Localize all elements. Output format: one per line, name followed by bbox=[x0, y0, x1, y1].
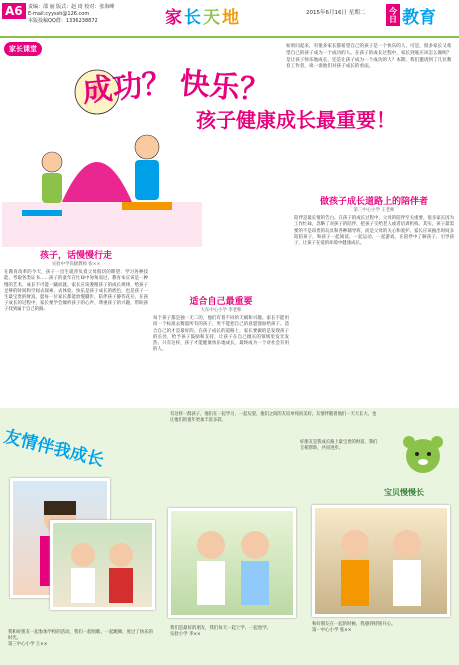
hero-intro: 如果问起来，有很多家长都希望自己的孩子是一个快乐的人，可是，很多家长又希望自己的孩子成为一个成功的人。在孩子的成长过程中，家长到底应该怎么做呢？是让孩子快乐地成长，还是让孩子成为一个成功的人？本期，我们邀请到了几位教育工作者，谈一谈他们对孩子成长的看法。 bbox=[286, 44, 452, 70]
photo-section-intro: 有这样一群孩子，他们在一起学习、一起玩耍，他们之间的友谊单纯而美好。友情伴随着他们一天天长大，也让他们的童年更加丰富多彩。 bbox=[170, 412, 377, 423]
issue-date: 2015年6月16日 星期二 bbox=[306, 10, 366, 16]
article-1-body: 在教育改革的今天，孩子一出生就背负着父母殷切的期望：学习各种技能、考取各类证书……孩子的童年在忙碌中匆匆而过。教育本应该是一种慢的艺术，成长不可能一蹴而就。家长应该遵循孩子的成长规律，给孩子足够的时间和空间去探索、去体验。快乐是孩子成长的底色，也是孩子一生最宝贵的财富。愿每一位家长都能放慢脚步，陪伴孩子静待花开。在孩子成长的过程中，家长要学会倾听孩子的心声，尊重孩子的兴趣，帮助孩子找到属于自己的路。 bbox=[4, 270, 148, 313]
article-1-title: 孩子，话慢慢行走 bbox=[39, 251, 112, 261]
article-1-byline: 实验中学高级教师 张×× bbox=[51, 262, 101, 267]
photo-section-title: 友情伴我成长 bbox=[1, 426, 106, 471]
article-3-body: 陪伴是最长情的告白。在孩子的成长过程中，父母的陪伴至关重要。很多家长因为工作忙碌，忽略了对孩子的陪伴，把孩子交给老人或者培训机构。其实，孩子最需要的不是昂贵的玩具和各种辅导班，而是父母的关心和爱护。家长应该抽出时间多陪陪孩子，和孩子一起阅读、一起运动、一起游戏，在陪伴中了解孩子、引导孩子，让孩子在爱的环境中健康成长。 bbox=[294, 216, 454, 247]
masthead bbox=[0, 0, 459, 38]
photo-caption-3: 和好朋友在一起的时候，我感到特别开心。 第一中心小学 张×× bbox=[312, 622, 396, 633]
newspaper-logo: 今日 教育 bbox=[386, 3, 436, 27]
article-2 bbox=[153, 248, 289, 404]
sticker-label: 宝贝慢慢长 bbox=[384, 488, 424, 497]
photo-pair bbox=[168, 508, 296, 618]
photo-caption-1: 我和好朋友一起参加学校的活动，我们一起唱歌、一起跳舞，度过了快乐的时光。 第三中心小学 王×× bbox=[8, 630, 153, 647]
article-2-body: 每个孩子都是独一无二的，他们有着不同的天赋和兴趣。家长不能用同一个标准去衡量所有的孩子，更不能把自己的意愿强加给孩子。适合自己的才是最好的。在孩子成长的道路上，家长要做的是发现孩子的长处，给予孩子鼓励和支持，让孩子在自己擅长的领域里发光发热。只有这样，孩子才能健康快乐地成长，最终成为一个对社会有用的人。 bbox=[153, 316, 289, 353]
article-1 bbox=[4, 248, 148, 404]
section-tag: 家长课堂 bbox=[4, 42, 42, 56]
column-name: 家长天地 bbox=[165, 8, 241, 28]
bear-sticker-icon bbox=[393, 430, 453, 482]
article-2-title: 适合自己最重要 bbox=[189, 297, 253, 307]
article-2-byline: 大东中心小学 李老师 bbox=[200, 308, 242, 313]
article-3-byline: 第三中心小学 王老师 bbox=[353, 208, 395, 213]
photo-friends-2 bbox=[312, 505, 450, 617]
photo-group-1 bbox=[50, 520, 155, 610]
photo-section-side-text: 好朋友是我成长路上最宝贵的财富，我们互相帮助、共同进步。 bbox=[300, 440, 378, 451]
hero-subtitle: 孩子健康成长最重要！ bbox=[196, 108, 396, 132]
hero-title-success: 成功？ bbox=[80, 65, 174, 110]
page-number: A6 bbox=[2, 3, 26, 19]
editor-info: 责编：邵 丽 版式：赵 琦 校对：张海峰 E-mail:cyyssh@126.com 本版投稿QQ群：1336238872 bbox=[28, 4, 115, 24]
hero-title-happiness: 快乐？ bbox=[178, 66, 272, 109]
article-3 bbox=[294, 150, 454, 404]
photo-caption-2: 我们是最好的朋友，我们每天一起上学、一起放学。 实验小学 李×× bbox=[170, 626, 271, 637]
article-3-title: 做孩子成长道路上的陪伴者 bbox=[319, 197, 428, 207]
